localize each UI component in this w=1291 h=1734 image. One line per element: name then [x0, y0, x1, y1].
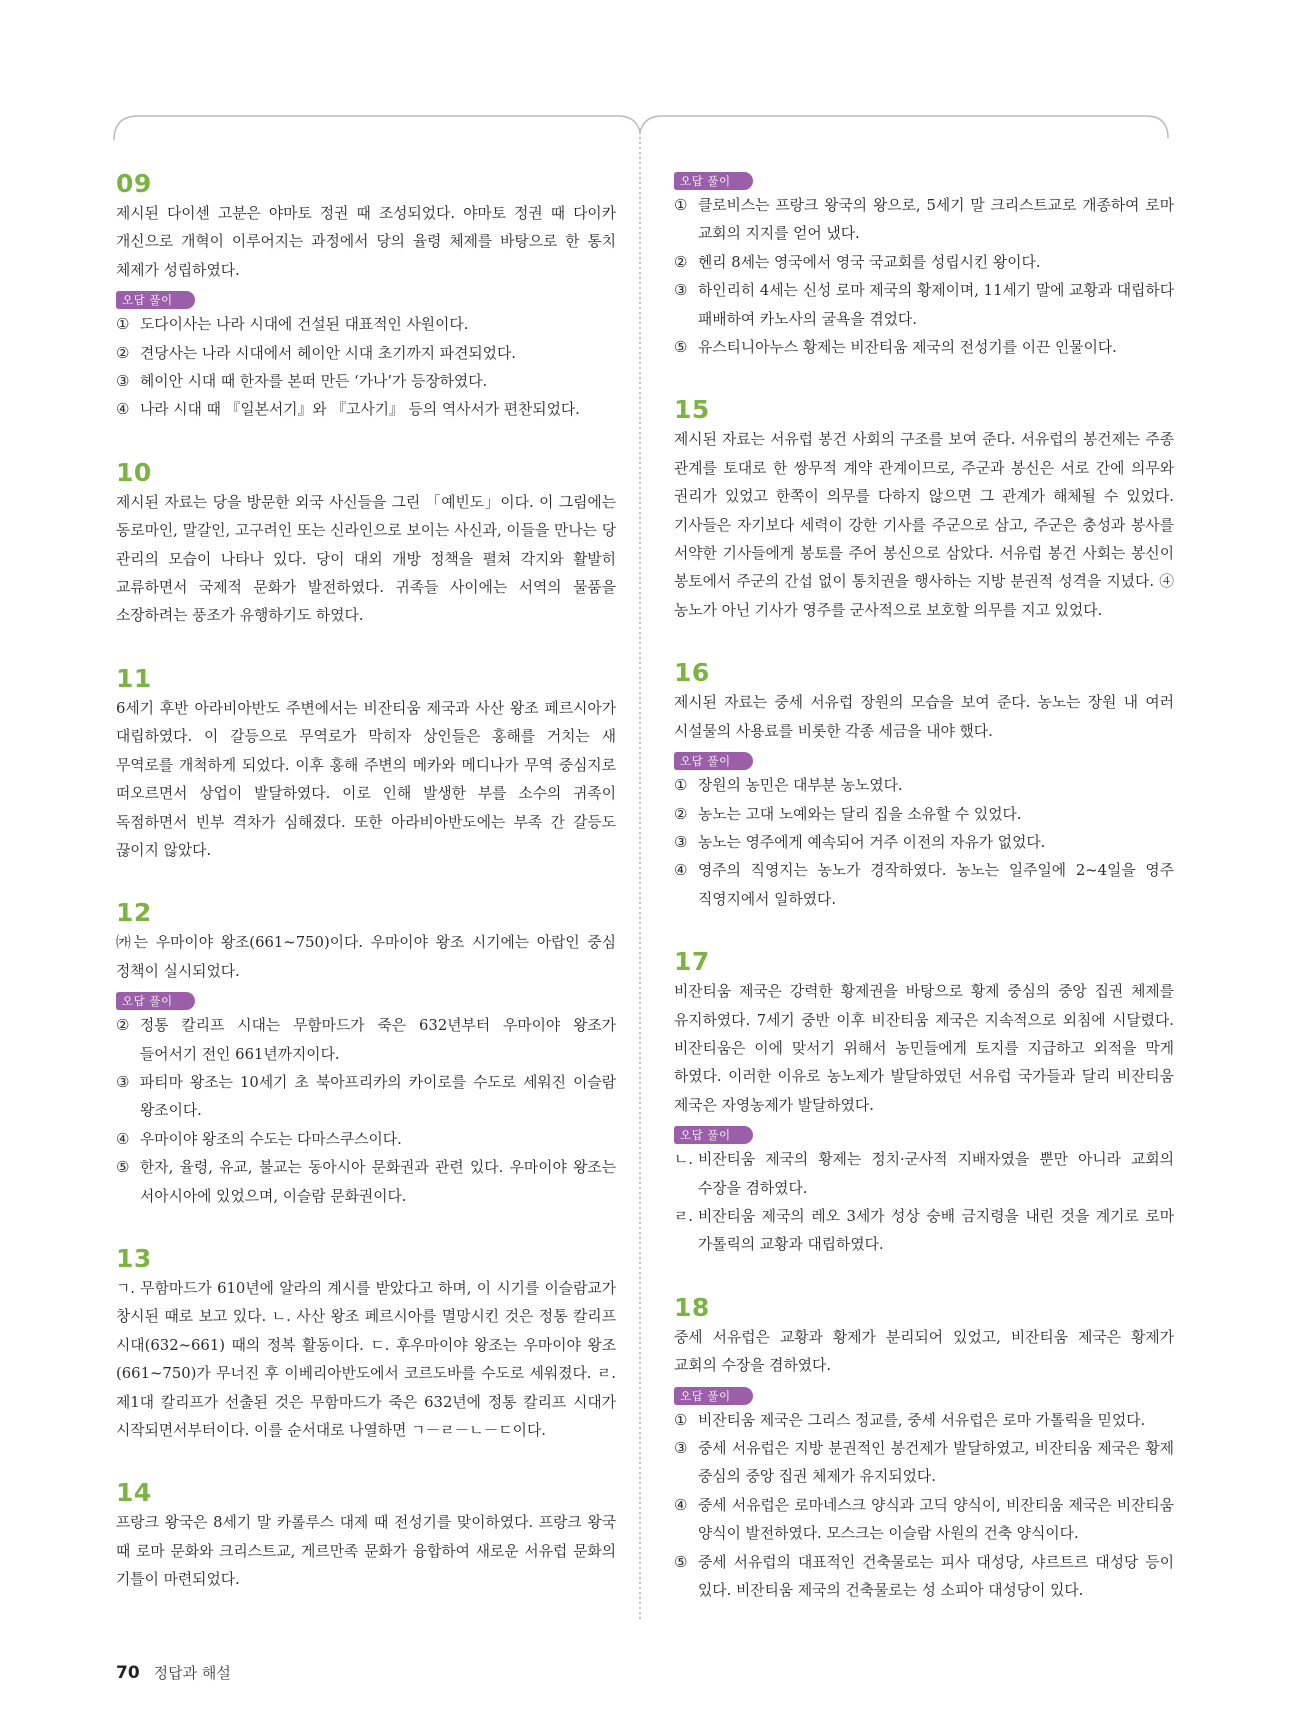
explanation-text: 6세기 후반 아라비아반도 주변에서는 비잔티움 제국과 사산 왕조 페르시아가 대립하였다. 이 갈등으로 무역로가 막히자 상인들은 홍해를 거치는 새 무역로를 개척하게 되었다. 이후 홍해 주변의 메카와 메디나가 무역 중심지로 떠오르면서 상업이 발달하였다. 이로 인해 발생한 부를 소수의 귀족이 독점하면서 빈부 격차가 심해졌다. 또한 아라비아반도에는 부족 간 갈등도 끊이지 않았다. — [116, 699, 616, 859]
wrong-answer-badge: 오답 풀이 — [674, 172, 753, 190]
explanation-text: 제시된 자료는 당을 방문한 외국 사신들을 그린 「예빈도」이다. 이 그림에는 동로마인, 말갈인, 고구려인 또는 신라인으로 보이는 사신과, 이들을 만나는 당 관리의 모습이 나타나 있다. 당이 대외 개방 정책을 펼쳐 각지와 활발히 교류하면서 국제적 문화가 발전하였다. 귀족들 사이에는 서역의 물품을 소장하려는 풍조가 유행하기도 하였다. — [116, 493, 616, 625]
wrong-answer-badge: 오답 풀이 — [674, 752, 753, 770]
list-item: ③ 중세 서유럽은 지방 분권적인 봉건제가 발달하였고, 비잔티움 제국은 황제 중심의 중앙 집권 체제가 유지되었다. — [674, 1440, 1174, 1486]
list-item: ③ 하인리히 4세는 신성 로마 제국의 황제이며, 11세기 말에 교황과 대립하다 패배하여 카노사의 굴욕을 겪었다. — [674, 282, 1174, 328]
list-item: ④ 중세 서유럽은 로마네스크 양식과 고딕 양식이, 비잔티움 제국은 비잔티움 양식이 발전하였다. 모스크는 이슬람 사원의 건축 양식이다. — [674, 1496, 1174, 1543]
list-item: ⑤ 중세 서유럽의 대표적인 건축물로는 피사 대성당, 샤르트르 대성당 등이 있다. 비잔티움 제국의 건축물로는 성 소피아 대성당이 있다. — [674, 1553, 1174, 1600]
list-item: ㄴ. 비잔티움 제국의 황제는 정치·군사적 지배자였을 뿐만 아니라 교회의 수장을 겸하였다. — [674, 1151, 1174, 1197]
list-item: ① 클로비스는 프랑크 왕국의 왕으로, 5세기 말 크리스트교로 개종하여 로마 교회의 지지를 얻어 냈다. — [674, 197, 1174, 243]
section-15 — [674, 396, 1174, 625]
page-number: 70 — [116, 1663, 140, 1683]
question-number: 11 — [116, 663, 152, 693]
list-item: ① 비잔티움 제국은 그리스 정교를, 중세 서유럽은 로마 가톨릭을 믿었다. — [674, 1411, 1146, 1429]
wrong-answer-list — [674, 192, 1174, 362]
wrong-answer-list — [674, 772, 1174, 914]
section-11 — [116, 665, 616, 865]
section-14 — [116, 1479, 616, 1594]
question-number: 17 — [674, 947, 710, 977]
section-12 — [116, 899, 616, 1211]
explanation-text: ㄱ. 무함마드가 610년에 알라의 계시를 받았다고 하며, 이 시기를 이슬람교가 창시된 때로 보고 있다. ㄴ. 사산 왕조 페르시아를 멸망시킨 것은 정통 칼리프 시대(632~661) 때의 정복 활동이다. ㄷ. 후우마이야 왕조는 우마이야 왕조(661~750)가 무너진 후 이베리아반도에서 코르도바를 수도로 세워졌다. ㄹ. 제1대 칼리프가 선출된 것은 무함마드가 죽은 632년에 정통 칼리프 시대가 시작되면서부터이다. 이를 순서대로 나열하면 ㄱ－ㄹ－ㄴ－ㄷ이다. — [116, 1279, 616, 1439]
right-column — [674, 170, 1174, 1639]
list-item: ⑤ 유스티니아누스 황제는 비잔티움 제국의 전성기를 이끈 인물이다. — [674, 339, 1117, 357]
list-item: ③ 파티마 왕조는 10세기 초 북아프리카의 카이로를 수도로 세워진 이슬람 왕조이다. — [116, 1073, 616, 1120]
wrong-answer-list — [674, 1146, 1174, 1260]
list-item: ④ 영주의 직영지는 농노가 경작하였다. 농노는 일주일에 2~4일을 영주 직영지에서 일하였다. — [674, 862, 1174, 908]
explanation-text: 제시된 자료는 서유럽 봉건 사회의 구조를 보여 준다. 서유럽의 봉건제는 주종 관계를 토대로 한 쌍무적 계약 관계이므로, 주군과 봉신은 서로 간에 의무와 권리가 있었고 한쪽이 의무를 다하지 않으면 그 관계가 해체될 수 있었다. 기사들은 자기보다 세력이 강한 기사를 주군으로 삼고, 주군은 충성과 봉사를 서약한 기사들에게 봉토를 주어 봉신으로 삼았다. 서유럽 봉건 사회는 봉신이 봉토에서 주군의 간섭 없이 통치권을 행사하는 지방 분권적 성격을 지녔다. ④ 농노가 아닌 기사가 영주를 군사적으로 보호할 의무를 지고 있었다. — [674, 431, 1174, 619]
list-item: ① 도다이사는 나라 시대에 건설된 대표적인 사원이다. — [116, 316, 469, 334]
section-18 — [674, 1294, 1174, 1606]
wrong-answer-badge: 오답 풀이 — [674, 1126, 753, 1144]
question-number: 09 — [116, 169, 152, 198]
explanation-text: 제시된 자료는 중세 서유럽 장원의 모습을 보여 준다. 농노는 장원 내 여러 시설물의 사용료를 비롯한 각종 세금을 내야 했다. — [674, 694, 1174, 740]
list-item: ② 견당사는 나라 시대에서 헤이안 시대 초기까지 파견되었다. — [116, 344, 516, 362]
wrong-answer-badge: 오답 풀이 — [674, 1387, 753, 1405]
list-item: ① 장원의 농민은 대부분 농노였다. — [674, 777, 903, 795]
wrong-answer-list — [116, 1012, 616, 1211]
list-item: ㄹ. 비잔티움 제국의 레오 3세가 성상 숭배 금지령을 내린 것을 계기로 로마 가톨릭의 교황과 대립하였다. — [674, 1207, 1174, 1254]
footer-label: 정답과 해설 — [153, 1664, 231, 1682]
list-item: ⑤ 한자, 율령, 유교, 불교는 동아시아 문화권과 관련 있다. 우마이야 왕조는 서아시아에 있었으며, 이슬람 문화권이다. — [116, 1159, 616, 1205]
wrong-answer-badge: 오답 풀이 — [116, 291, 195, 309]
list-item: ② 헨리 8세는 영국에서 영국 국교회를 성립시킨 왕이다. — [674, 253, 1041, 271]
list-item: ④ 나라 시대 때 『일본서기』와 『고사기』 등의 역사서가 편찬되었다. — [116, 401, 580, 419]
section-17 — [674, 948, 1174, 1260]
section-10 — [116, 459, 616, 631]
wrong-answer-list — [674, 1407, 1174, 1606]
question-number: 15 — [674, 395, 710, 425]
list-item: ④ 우마이야 왕조의 수도는 다마스쿠스이다. — [116, 1130, 402, 1148]
page-footer — [116, 1662, 231, 1683]
section-16 — [674, 659, 1174, 914]
question-number: 16 — [674, 658, 710, 688]
list-item: ③ 농노는 영주에게 예속되어 거주 이전의 자유가 없었다. — [674, 833, 1046, 851]
section-09 — [116, 170, 616, 425]
question-number: 13 — [116, 1243, 152, 1273]
list-item: ③ 헤이안 시대 때 한자를 본떠 만든 ‘가나’가 등장하였다. — [116, 373, 488, 391]
left-column — [116, 170, 616, 1629]
explanation-text: 중세 서유럽은 교황과 황제가 분리되어 있었고, 비잔티움 제국은 황제가 교회의 수장을 겸하였다. — [674, 1328, 1174, 1375]
question-number: 14 — [116, 1478, 152, 1508]
explanation-text: 프랑크 왕국은 8세기 말 카롤루스 대제 때 전성기를 맞이하였다. 프랑크 왕국 때 로마 문화와 크리스트교, 게르만족 문화가 융합하여 새로운 서유럽 문화의 기틀이 마련되었다. — [116, 1514, 616, 1589]
question-number: 18 — [674, 1292, 710, 1322]
wrong-answer-badge: 오답 풀이 — [116, 992, 195, 1010]
list-item: ② 농노는 고대 노예와는 달리 집을 소유할 수 있었다. — [674, 805, 1022, 823]
wrong-answer-list — [116, 311, 616, 425]
question-number: 10 — [116, 457, 152, 487]
section-13 — [116, 1245, 616, 1445]
section-14-continued — [674, 170, 1174, 362]
explanation-text: ㈎는 우마이야 왕조(661~750)이다. 우마이야 왕조 시기에는 아랍인 중심 정책이 실시되었다. — [116, 934, 616, 980]
explanation-text: 제시된 다이센 고분은 야마토 정권 때 조성되었다. 야마토 정권 때 다이카 개신으로 개혁이 이루어지는 과정에서 당의 율령 체제를 바탕으로 한 통치 체제가 성립하였다. — [116, 205, 616, 279]
question-number: 12 — [116, 898, 152, 928]
list-item: ② 정통 칼리프 시대는 무함마드가 죽은 632년부터 우마이야 왕조가 들어서기 전인 661년까지이다. — [116, 1017, 616, 1063]
explanation-text: 비잔티움 제국은 강력한 황제권을 바탕으로 황제 중심의 중앙 집권 체제를 유지하였다. 7세기 중반 이후 비잔티움 제국은 지속적으로 외침에 시달렸다. 비잔티움은 이에 맞서기 위해서 농민들에게 토지를 지급하고 외적을 막게 하였다. 이러한 이유로 농노제가 발달하였던 서유럽 국가들과 달리 비잔티움 제국은 자영농제가 발달하였다. — [674, 983, 1174, 1114]
